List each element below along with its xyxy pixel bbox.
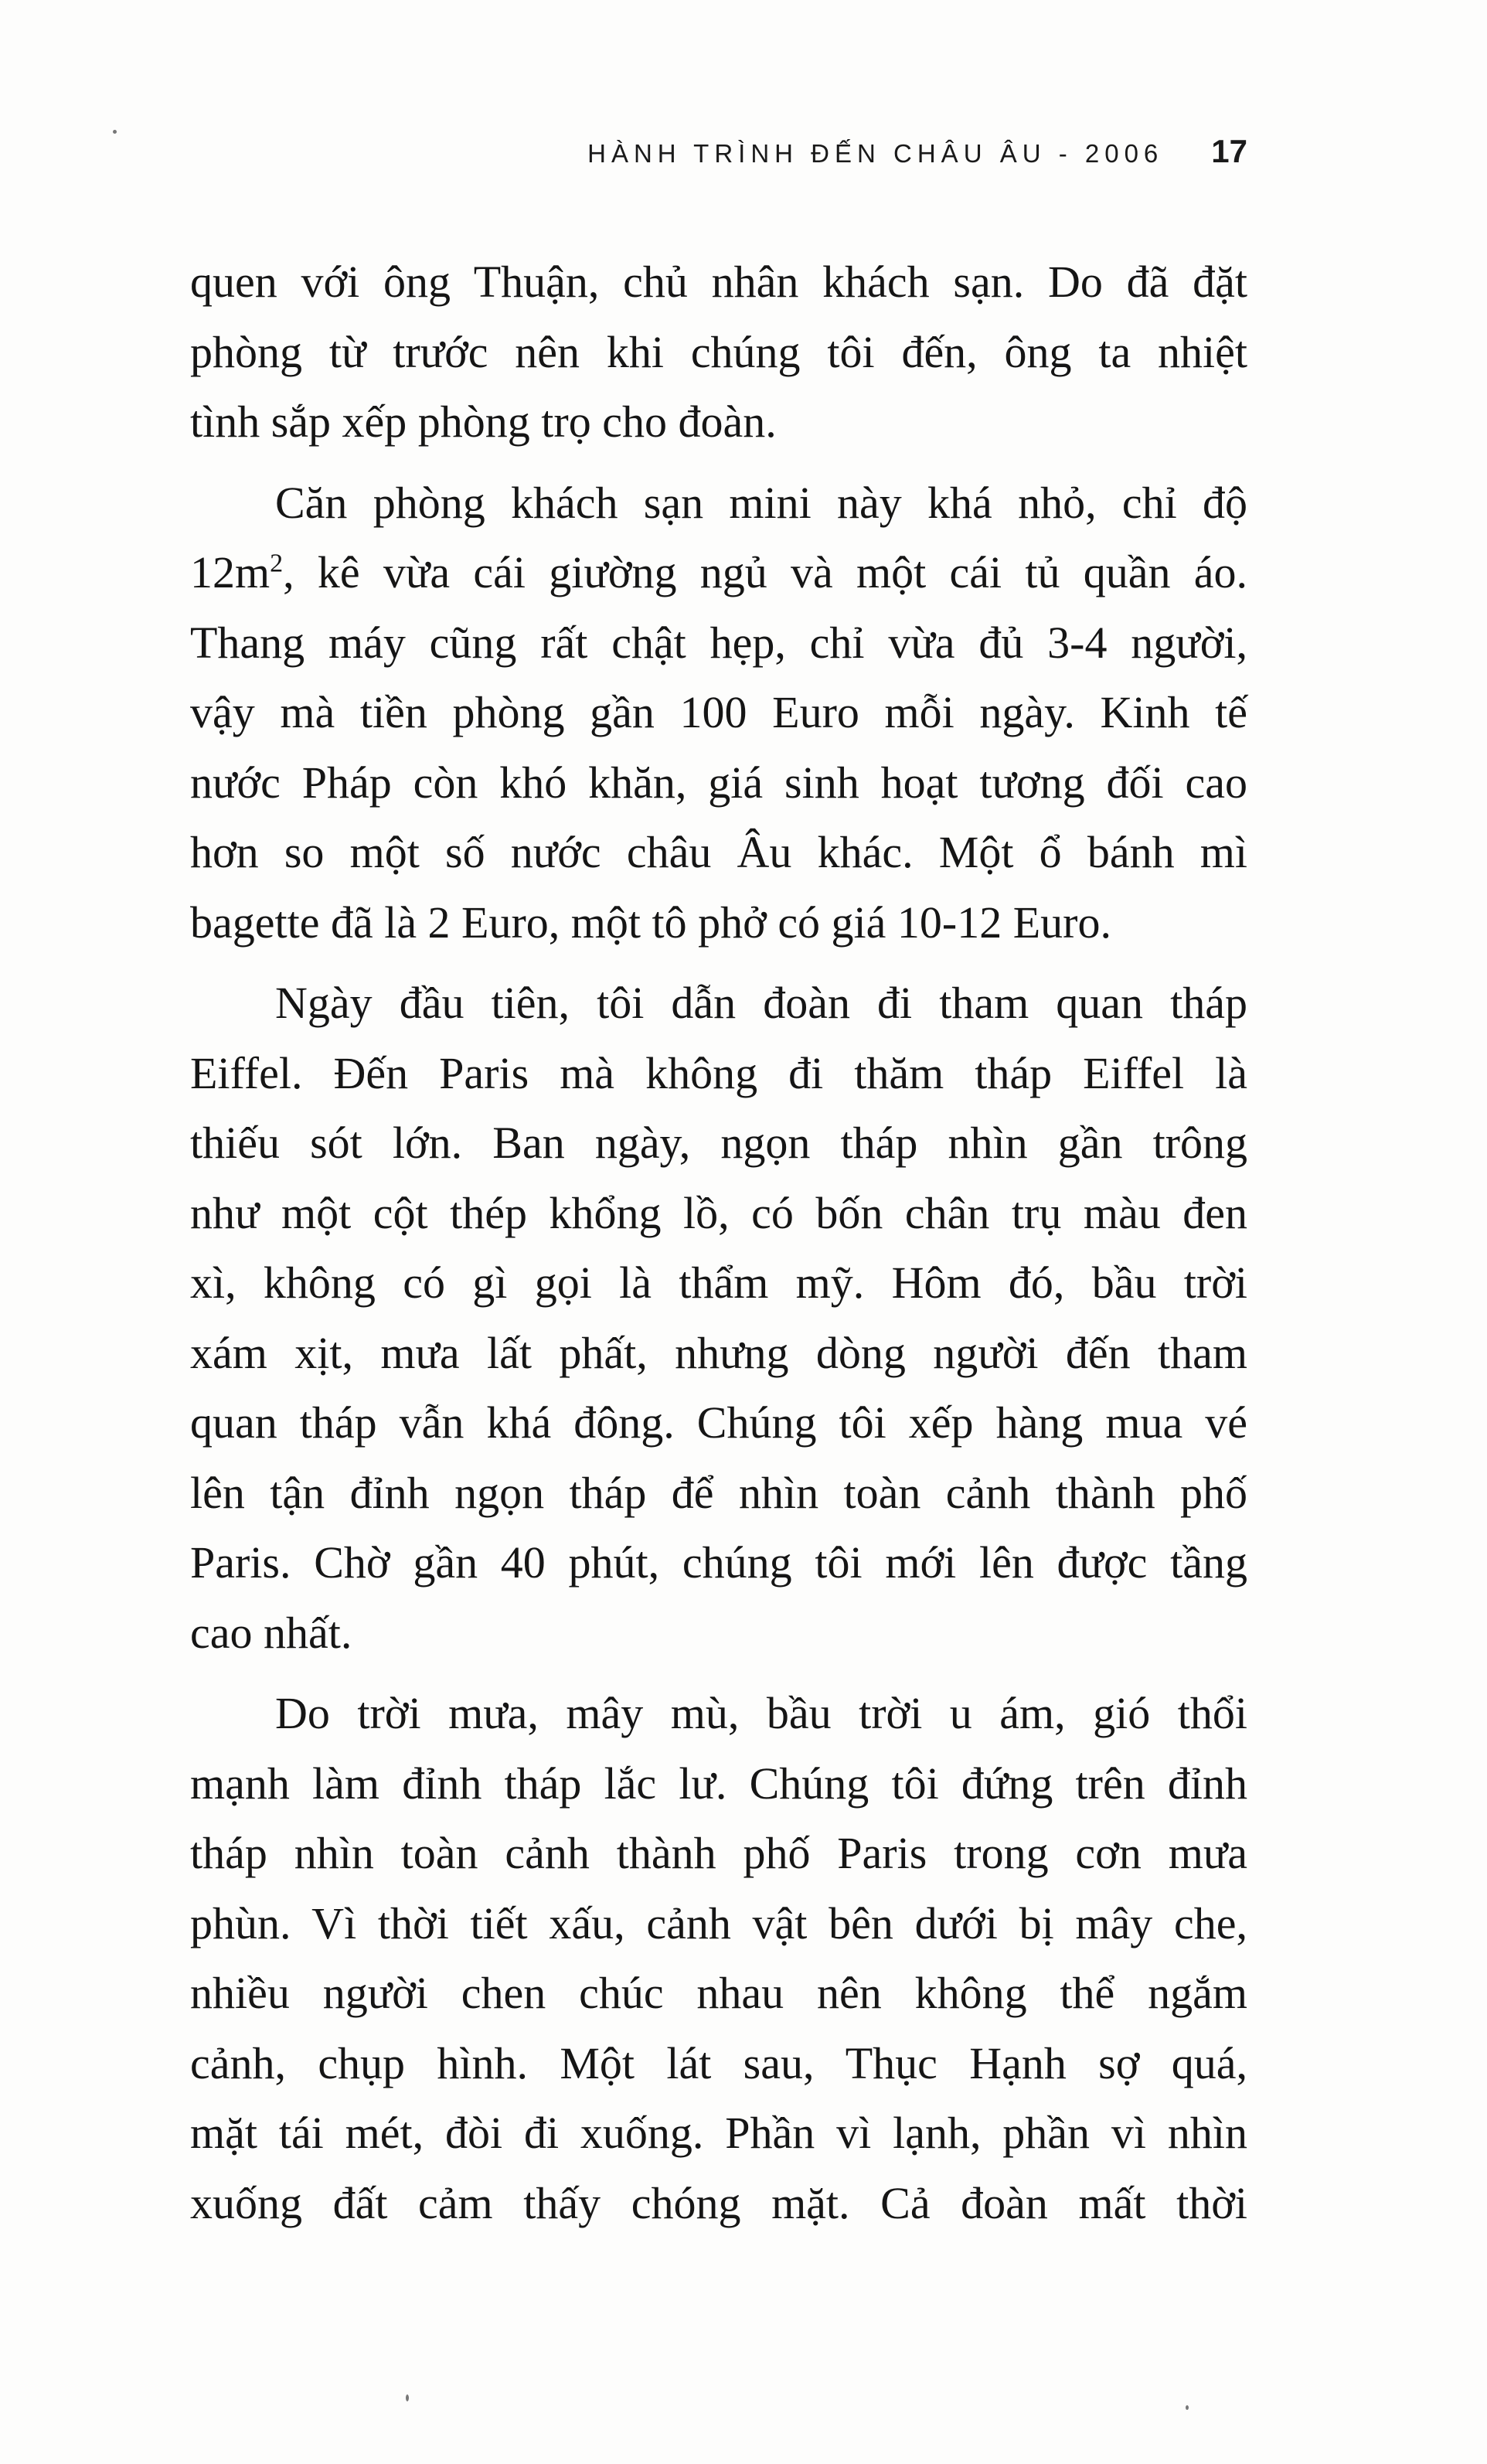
paragraph-4 (190, 1679, 1247, 2238)
text-line: quan tháp vẫn khá đông. Chúng tôi xếp hàng mua vé (190, 1397, 1247, 1448)
text-line: Paris. Chờ gần 40 phút, chúng tôi mới lên được tầng (190, 1537, 1247, 1588)
text-line: Do trời mưa, mây mù, bầu trời u ám, gió thổi (275, 1688, 1247, 1738)
text-line: Căn phòng khách sạn mini này khá nhỏ, chỉ độ (275, 477, 1247, 528)
text-line: Eiffel. Đến Paris mà không đi thăm tháp Eiffel là (190, 1047, 1247, 1098)
text-line: nước Pháp còn khó khăn, giá sinh hoạt tương đối cao (190, 757, 1247, 808)
text-line: quen với ông Thuận, chủ nhân khách sạn. Do đã đặt (190, 257, 1247, 307)
page-number: 17 (1211, 133, 1247, 169)
chapter-title: HÀNH TRÌNH ĐẾN CHÂU ÂU - 2006 (587, 139, 1164, 168)
text-line: Thang máy cũng rất chật hẹp, chỉ vừa đủ 3-4 người, (190, 617, 1247, 668)
text-line-with-superscript (190, 538, 1247, 608)
text-line: phùn. Vì thời tiết xấu, cảnh vật bên dưới bị mây che, (190, 1897, 1247, 1948)
text-line: hơn so một số nước châu Âu khác. Một ổ bánh mì (190, 827, 1247, 877)
text-line: Ngày đầu tiên, tôi dẫn đoàn đi tham quan tháp (275, 978, 1247, 1028)
text-line: mạnh làm đỉnh tháp lắc lư. Chúng tôi đứng trên đỉnh (190, 1758, 1247, 1809)
running-header (587, 133, 1247, 170)
text-line: bagette đã là 2 Euro, một tô phở có giá 10-12 Euro. (190, 897, 1111, 948)
scan-speck (113, 130, 117, 134)
text-line: xì, không có gì gọi là thẩm mỹ. Hôm đó, bầu trời (190, 1258, 1247, 1308)
text-line: cảnh, chụp hình. Một lát sau, Thục Hạnh sợ quá, (190, 2037, 1247, 2088)
body-text (190, 247, 1247, 2249)
paragraph-1 (190, 247, 1247, 458)
text-line: xuống đất cảm thấy chóng mặt. Cả đoàn mất thời (190, 2177, 1247, 2228)
text-line: lên tận đỉnh ngọn tháp để nhìn toàn cảnh thành phố (190, 1467, 1247, 1518)
text-line: cao nhất. (190, 1607, 352, 1658)
text-line: vậy mà tiền phòng gần 100 Euro mỗi ngày. Kinh tế (190, 687, 1247, 737)
superscript: 2 (270, 549, 284, 578)
text-line: như một cột thép khổng lồ, có bốn chân trụ màu đen (190, 1187, 1247, 1238)
text-fragment: , kê vừa cái giường ngủ và một cái tủ quần áo. (283, 547, 1247, 597)
text-line: mặt tái mét, đòi đi xuống. Phần vì lạnh, phần vì nhìn (190, 2108, 1247, 2158)
text-line: thiếu sót lớn. Ban ngày, ngọn tháp nhìn gần trông (190, 1118, 1247, 1168)
paragraph-3 (190, 968, 1247, 1668)
text-line: xám xịt, mưa lất phất, nhưng dòng người đến tham (190, 1327, 1247, 1378)
text-line: tình sắp xếp phòng trọ cho đoàn. (190, 396, 777, 447)
scan-speck (1186, 2405, 1189, 2410)
text-line: tháp nhìn toàn cảnh thành phố Paris trong cơn mưa (190, 1828, 1247, 1878)
scan-speck (406, 2394, 409, 2401)
text-line: phòng từ trước nên khi chúng tôi đến, ông ta nhiệt (190, 326, 1247, 377)
text-line: nhiều người chen chúc nhau nên không thể ngắm (190, 1968, 1247, 2018)
paragraph-2 (190, 468, 1247, 958)
text-fragment: 12m (190, 547, 271, 597)
